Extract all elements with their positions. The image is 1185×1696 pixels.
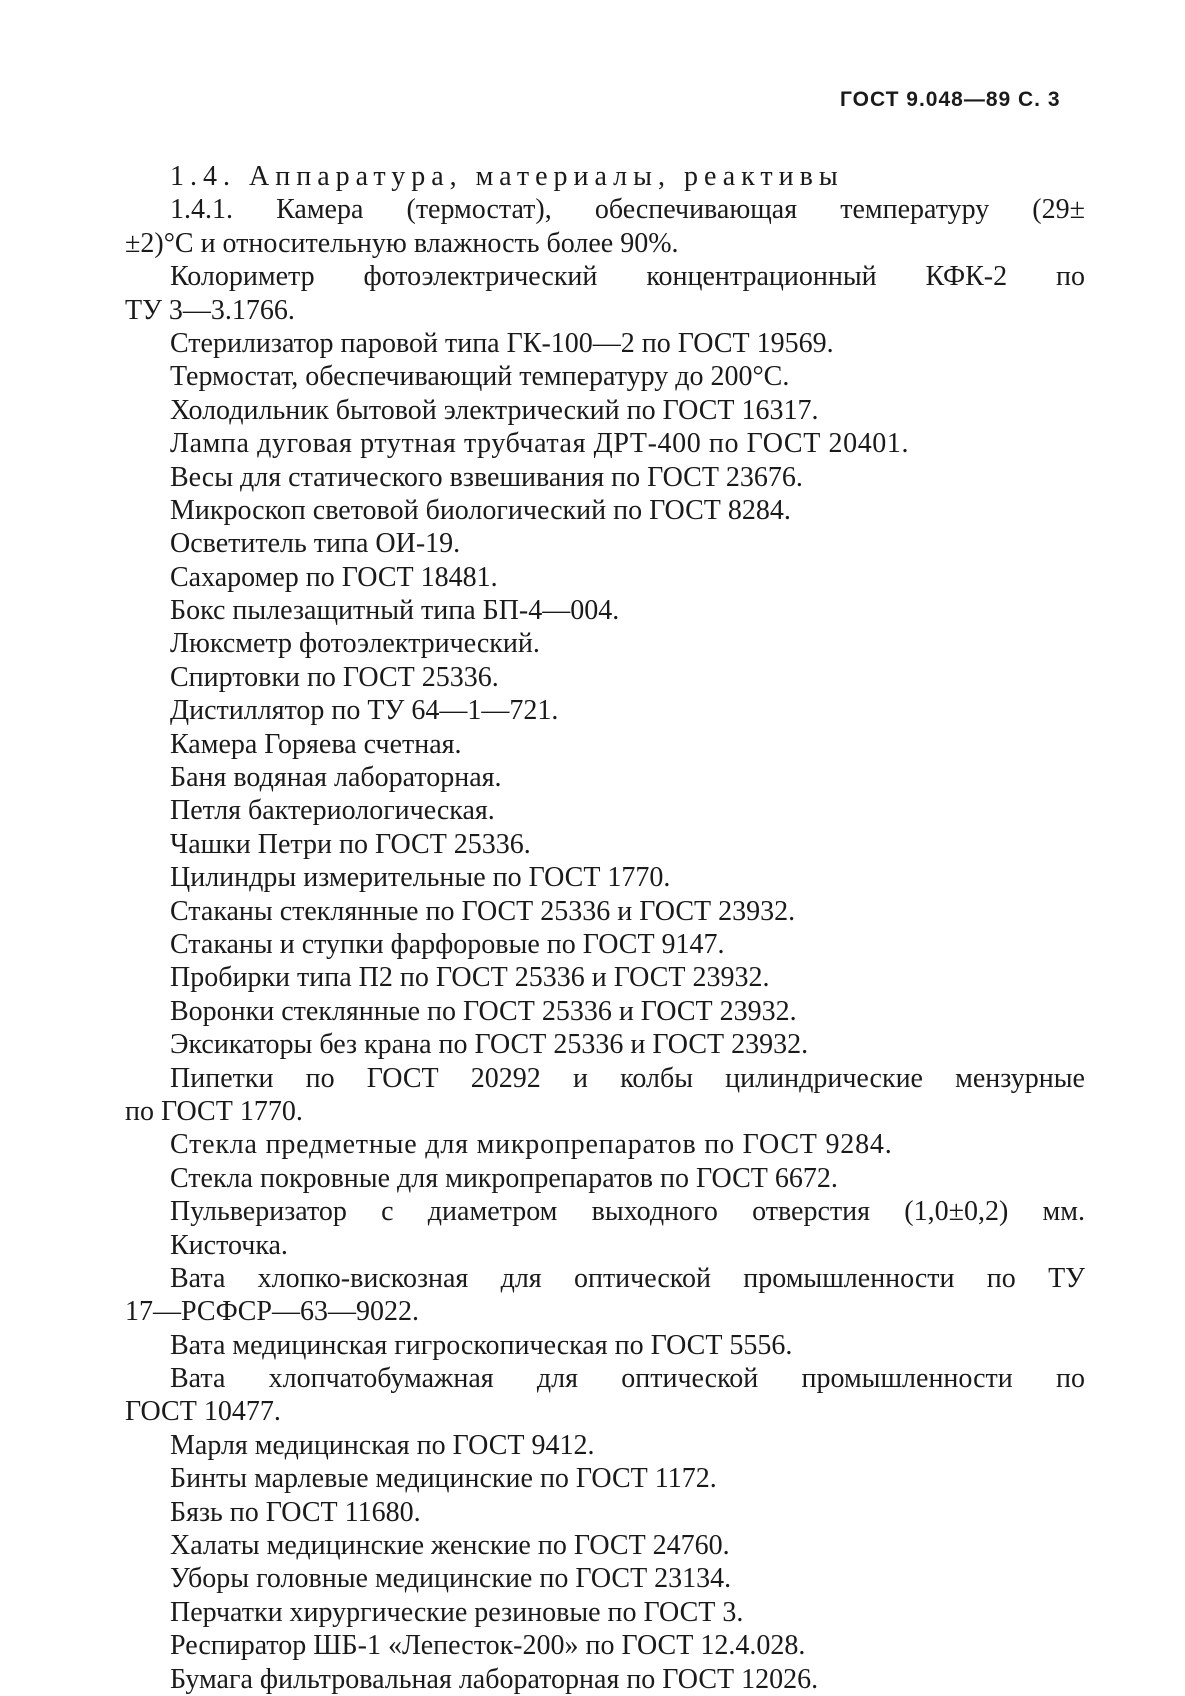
text-line: Перчатки хирургические резиновые по ГОСТ 3. xyxy=(170,1596,744,1628)
text-line: ГОСТ 10477. xyxy=(125,1396,281,1428)
text-line: Дистиллятор по ТУ 64—1—721. xyxy=(170,695,559,727)
text-line: 17—РСФСР—63—9022. xyxy=(125,1296,419,1328)
text-line: Стерилизатор паровой типа ГК-100—2 по ГОСТ 19569. xyxy=(170,327,834,359)
text-line: Пульверизатор с диаметром выходного отверстия (1,0±0,2) мм. xyxy=(170,1196,1085,1228)
text-line: Сахаромер по ГОСТ 18481. xyxy=(170,561,498,593)
text-line: Термостат, обеспечивающий температуру до 200°С. xyxy=(170,361,790,393)
text-line: Лампа дуговая ртутная трубчатая ДРТ-400 по ГОСТ 20401. xyxy=(170,428,910,460)
text-line: Пипетки по ГОСТ 20292 и колбы цилиндрические мензурные xyxy=(170,1062,1085,1094)
text-line: Холодильник бытовой электрический по ГОСТ 16317. xyxy=(170,394,819,426)
text-line: Петля бактериологическая. xyxy=(170,795,495,827)
text-line: Халаты медицинские женские по ГОСТ 24760. xyxy=(170,1530,730,1562)
text-line: 1.4.1. Камера (термостат), обеспечивающая температуру (29± xyxy=(170,194,1085,226)
text-line: Бинты марлевые медицинские по ГОСТ 1172. xyxy=(170,1463,717,1495)
text-line: Бумага фильтровальная лабораторная по ГОСТ 12026. xyxy=(170,1663,819,1695)
text-line: Бязь по ГОСТ 11680. xyxy=(170,1496,421,1528)
text-line: ±2)°С и относительную влажность более 90%. xyxy=(125,227,679,259)
text-line: ТУ 3—3.1766. xyxy=(125,294,295,326)
text-line: Вата хлопчатобумажная для оптической промышленности по xyxy=(170,1363,1085,1395)
text-line: Люксметр фотоэлектрический. xyxy=(170,628,540,660)
text-line: Колориметр фотоэлектрический концентрационный КФК-2 по xyxy=(170,261,1085,293)
text-line: Марля медицинская по ГОСТ 9412. xyxy=(170,1429,595,1461)
text-line: Бокс пылезащитный типа БП-4—004. xyxy=(170,595,620,627)
section-heading: 1.4. Аппаратура, материалы, реактивы xyxy=(170,161,844,192)
text-line: Осветитель типа ОИ-19. xyxy=(170,528,461,560)
text-line: Спиртовки по ГОСТ 25336. xyxy=(170,661,499,693)
text-line: Баня водяная лабораторная. xyxy=(170,762,502,794)
text-line: Стекла покровные для микропрепаратов по ГОСТ 6672. xyxy=(170,1162,838,1194)
text-line: по ГОСТ 1770. xyxy=(125,1095,303,1127)
text-line: Стекла предметные для микропрепаратов по ГОСТ 9284. xyxy=(170,1129,893,1161)
document-body xyxy=(125,160,1085,1696)
text-line: Вата медицинская гигроскопическая по ГОСТ 5556. xyxy=(170,1329,793,1361)
text-line: Эксикаторы без крана по ГОСТ 25336 и ГОСТ 23932. xyxy=(170,1029,809,1061)
text-line: Пробирки типа П2 по ГОСТ 25336 и ГОСТ 23932. xyxy=(170,962,770,994)
page-header: ГОСТ 9.048—89 С. 3 xyxy=(840,88,1061,111)
text-line: Стаканы и ступки фарфоровые по ГОСТ 9147. xyxy=(170,928,725,960)
text-line: Кисточка. xyxy=(170,1229,288,1261)
text-line: Респиратор ШБ-1 «Лепесток-200» по ГОСТ 12.4.028. xyxy=(170,1630,806,1662)
text-line: Стаканы стеклянные по ГОСТ 25336 и ГОСТ 23932. xyxy=(170,895,796,927)
text-line: Микроскоп световой биологический по ГОСТ 8284. xyxy=(170,494,791,526)
text-line: Камера Горяева счетная. xyxy=(170,728,462,760)
text-line: Воронки стеклянные по ГОСТ 25336 и ГОСТ 23932. xyxy=(170,995,797,1027)
text-line: Уборы головные медицинские по ГОСТ 23134. xyxy=(170,1563,732,1595)
text-line: Вата хлопко-вискозная для оптической промышленности по ТУ xyxy=(170,1262,1085,1294)
text-line: Весы для статического взвешивания по ГОСТ 23676. xyxy=(170,461,803,493)
text-line: Цилиндры измерительные по ГОСТ 1770. xyxy=(170,862,671,894)
text-line: Чашки Петри по ГОСТ 25336. xyxy=(170,828,531,860)
